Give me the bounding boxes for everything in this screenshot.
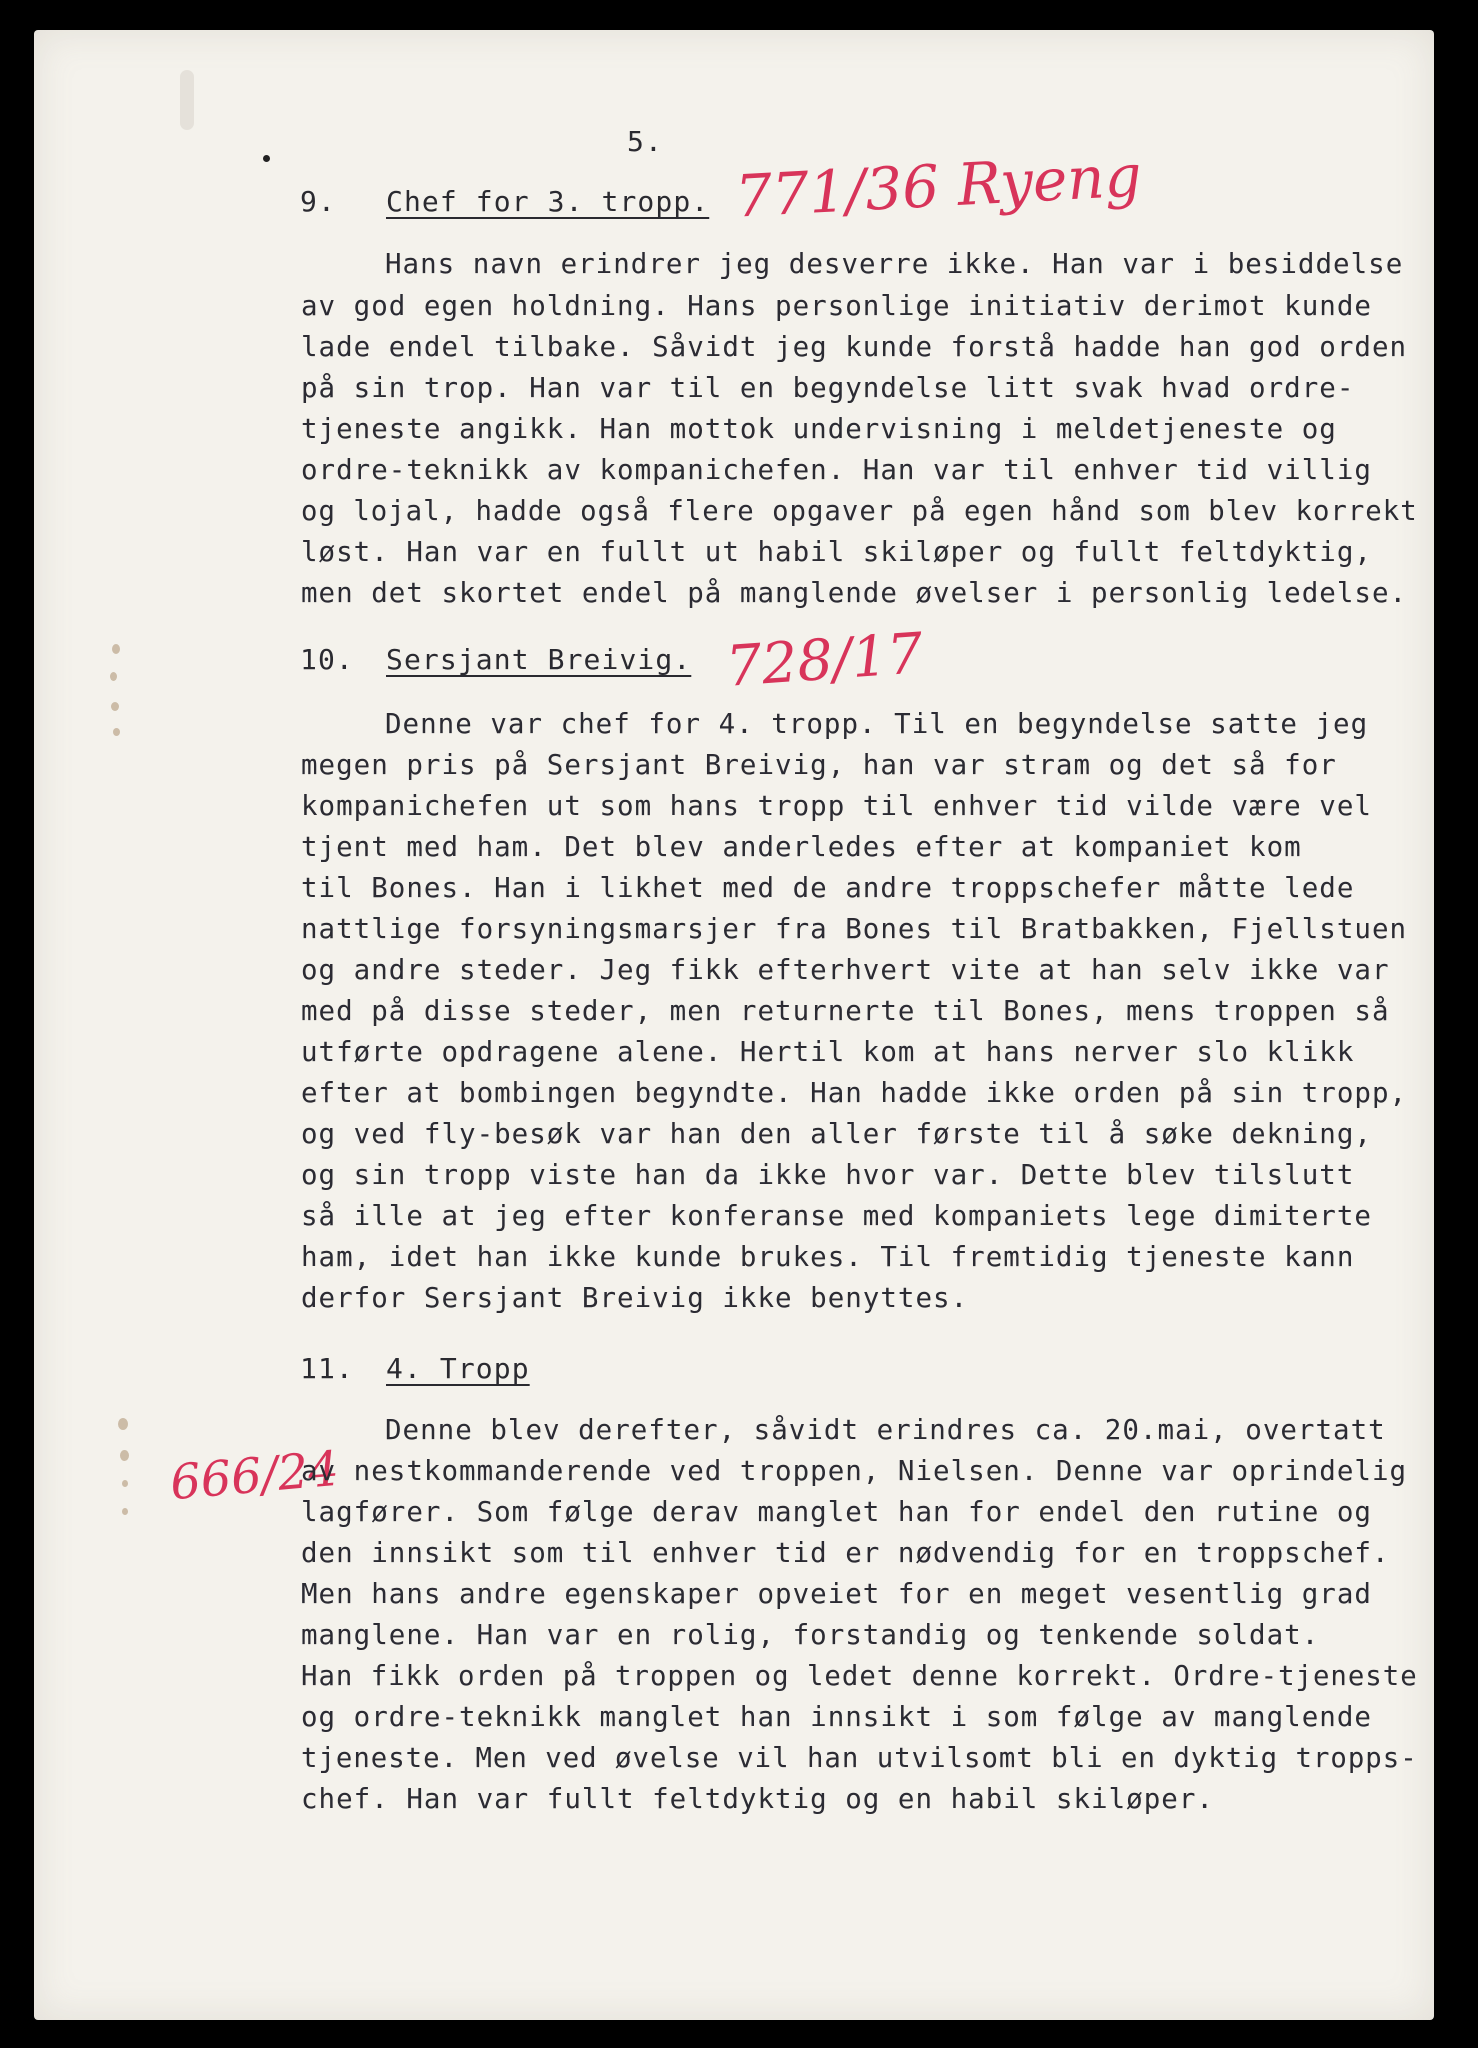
text-line: nattlige forsyningsmarsjer fra Bones til Bratbakken, Fjellstuen [301,913,1408,945]
rust-stain [112,644,120,654]
text-line: ordre-teknikk av kompanichefen. Han var til enhver tid villig [301,454,1372,486]
rust-stain [111,702,119,711]
text-line: av god egen holdning. Hans personlige initiativ derimot kunde [301,290,1372,322]
handwritten-annotation: 666/24 [167,1440,341,1512]
text-line: og lojal, hadde også flere opgaver på egen hånd som blev korrekt [301,495,1418,527]
text-line: med på disse steder, men returnerte til Bones, mens troppen så [301,995,1390,1027]
section-title: 4. Tropp [386,1352,530,1385]
crease-mark [180,70,194,130]
text-line: derfor Sersjant Breivig ikke benyttes. [301,1282,969,1314]
text-line: den innsikt som til enhver tid er nødvendig for en troppschef. [301,1537,1390,1569]
text-line: ham, idet han ikke kunde brukes. Til fremtidig tjeneste kann [301,1241,1355,1273]
handwritten-annotation: 728/17 [723,621,926,700]
text-line: tjent med ham. Det blev anderledes efter at kompaniet kom [301,831,1302,863]
section-number: 11. [300,1352,354,1385]
section-title: Sersjant Breivig. [386,643,692,676]
text-line: kompanichefen ut som hans tropp til enhver tid vilde være vel [301,790,1372,822]
text-line: løst. Han var en fullt ut habil skiløper og fullt feltdyktig, [301,536,1372,568]
text-line: men det skortet endel på manglende øvelser i personlig ledelse. [301,577,1408,609]
rust-stain [113,728,120,736]
text-line: og ordre-teknikk manglet han innsikt i som følge av manglende [301,1701,1372,1733]
rust-stain [122,1508,128,1515]
text-line: Denne blev derefter, såvidt erindres ca. 20.mai, overtatt [385,1414,1386,1446]
rust-stain [122,1480,128,1487]
text-line: manglene. Han var en rolig, forstandig og tenkende soldat. [301,1619,1320,1651]
text-line: efter at bombingen begyndte. Han hadde ikke orden på sin tropp, [301,1077,1408,1109]
section-number: 10. [300,643,354,676]
handwritten-annotation: 771/36 Ryeng [733,141,1144,231]
text-line: lade endel tilbake. Såvidt jeg kunde forstå hadde han god orden [301,331,1408,363]
rust-stain [120,1450,129,1461]
punch-hole [263,155,270,162]
text-line: Men hans andre egenskaper opveiet for en meget vesentlig grad [301,1578,1372,1610]
text-line: utførte opdragene alene. Hertil kom at hans nerver slo klikk [301,1036,1355,1068]
text-line: av nestkommanderende ved troppen, Nielsen. Denne var oprindelig [301,1455,1408,1487]
section-title: Chef for 3. tropp. [386,185,710,218]
text-line: tjeneste. Men ved øvelse vil han utvilsomt bli en dyktig tropps- [301,1742,1418,1774]
rust-stain [110,672,117,681]
text-line: chef. Han var fullt feltdyktig og en habil skiløper. [301,1783,1214,1815]
text-line: og andre steder. Jeg fikk efterhvert vite at han selv ikke var [301,954,1390,986]
text-line: Denne var chef for 4. tropp. Til en begyndelse satte jeg [385,708,1369,740]
text-line: og sin tropp viste han da ikke hvor var. Dette blev tilslutt [301,1159,1355,1191]
page-number: 5. [627,125,663,158]
text-line: på sin trop. Han var til en begyndelse litt svak hvad ordre- [301,372,1355,404]
text-line: Han fikk orden på troppen og ledet denne korrekt. Ordre-tjeneste [301,1660,1418,1692]
section-number: 9. [300,185,336,218]
text-line: tjeneste angikk. Han mottok undervisning i meldetjeneste og [301,413,1337,445]
text-line: lagfører. Som følge derav manglet han for endel den rutine og [301,1496,1372,1528]
text-line: og ved fly-besøk var han den aller første til å søke dekning, [301,1118,1372,1150]
rust-stain [118,1418,128,1430]
text-line: megen pris på Sersjant Breivig, han var stram og det så for [301,749,1337,781]
text-line: Hans navn erindrer jeg desverre ikke. Han var i besiddelse [385,248,1404,280]
text-line: til Bones. Han i likhet med de andre troppschefer måtte lede [301,872,1355,904]
text-line: så ille at jeg efter konferanse med kompaniets lege dimiterte [301,1200,1372,1232]
